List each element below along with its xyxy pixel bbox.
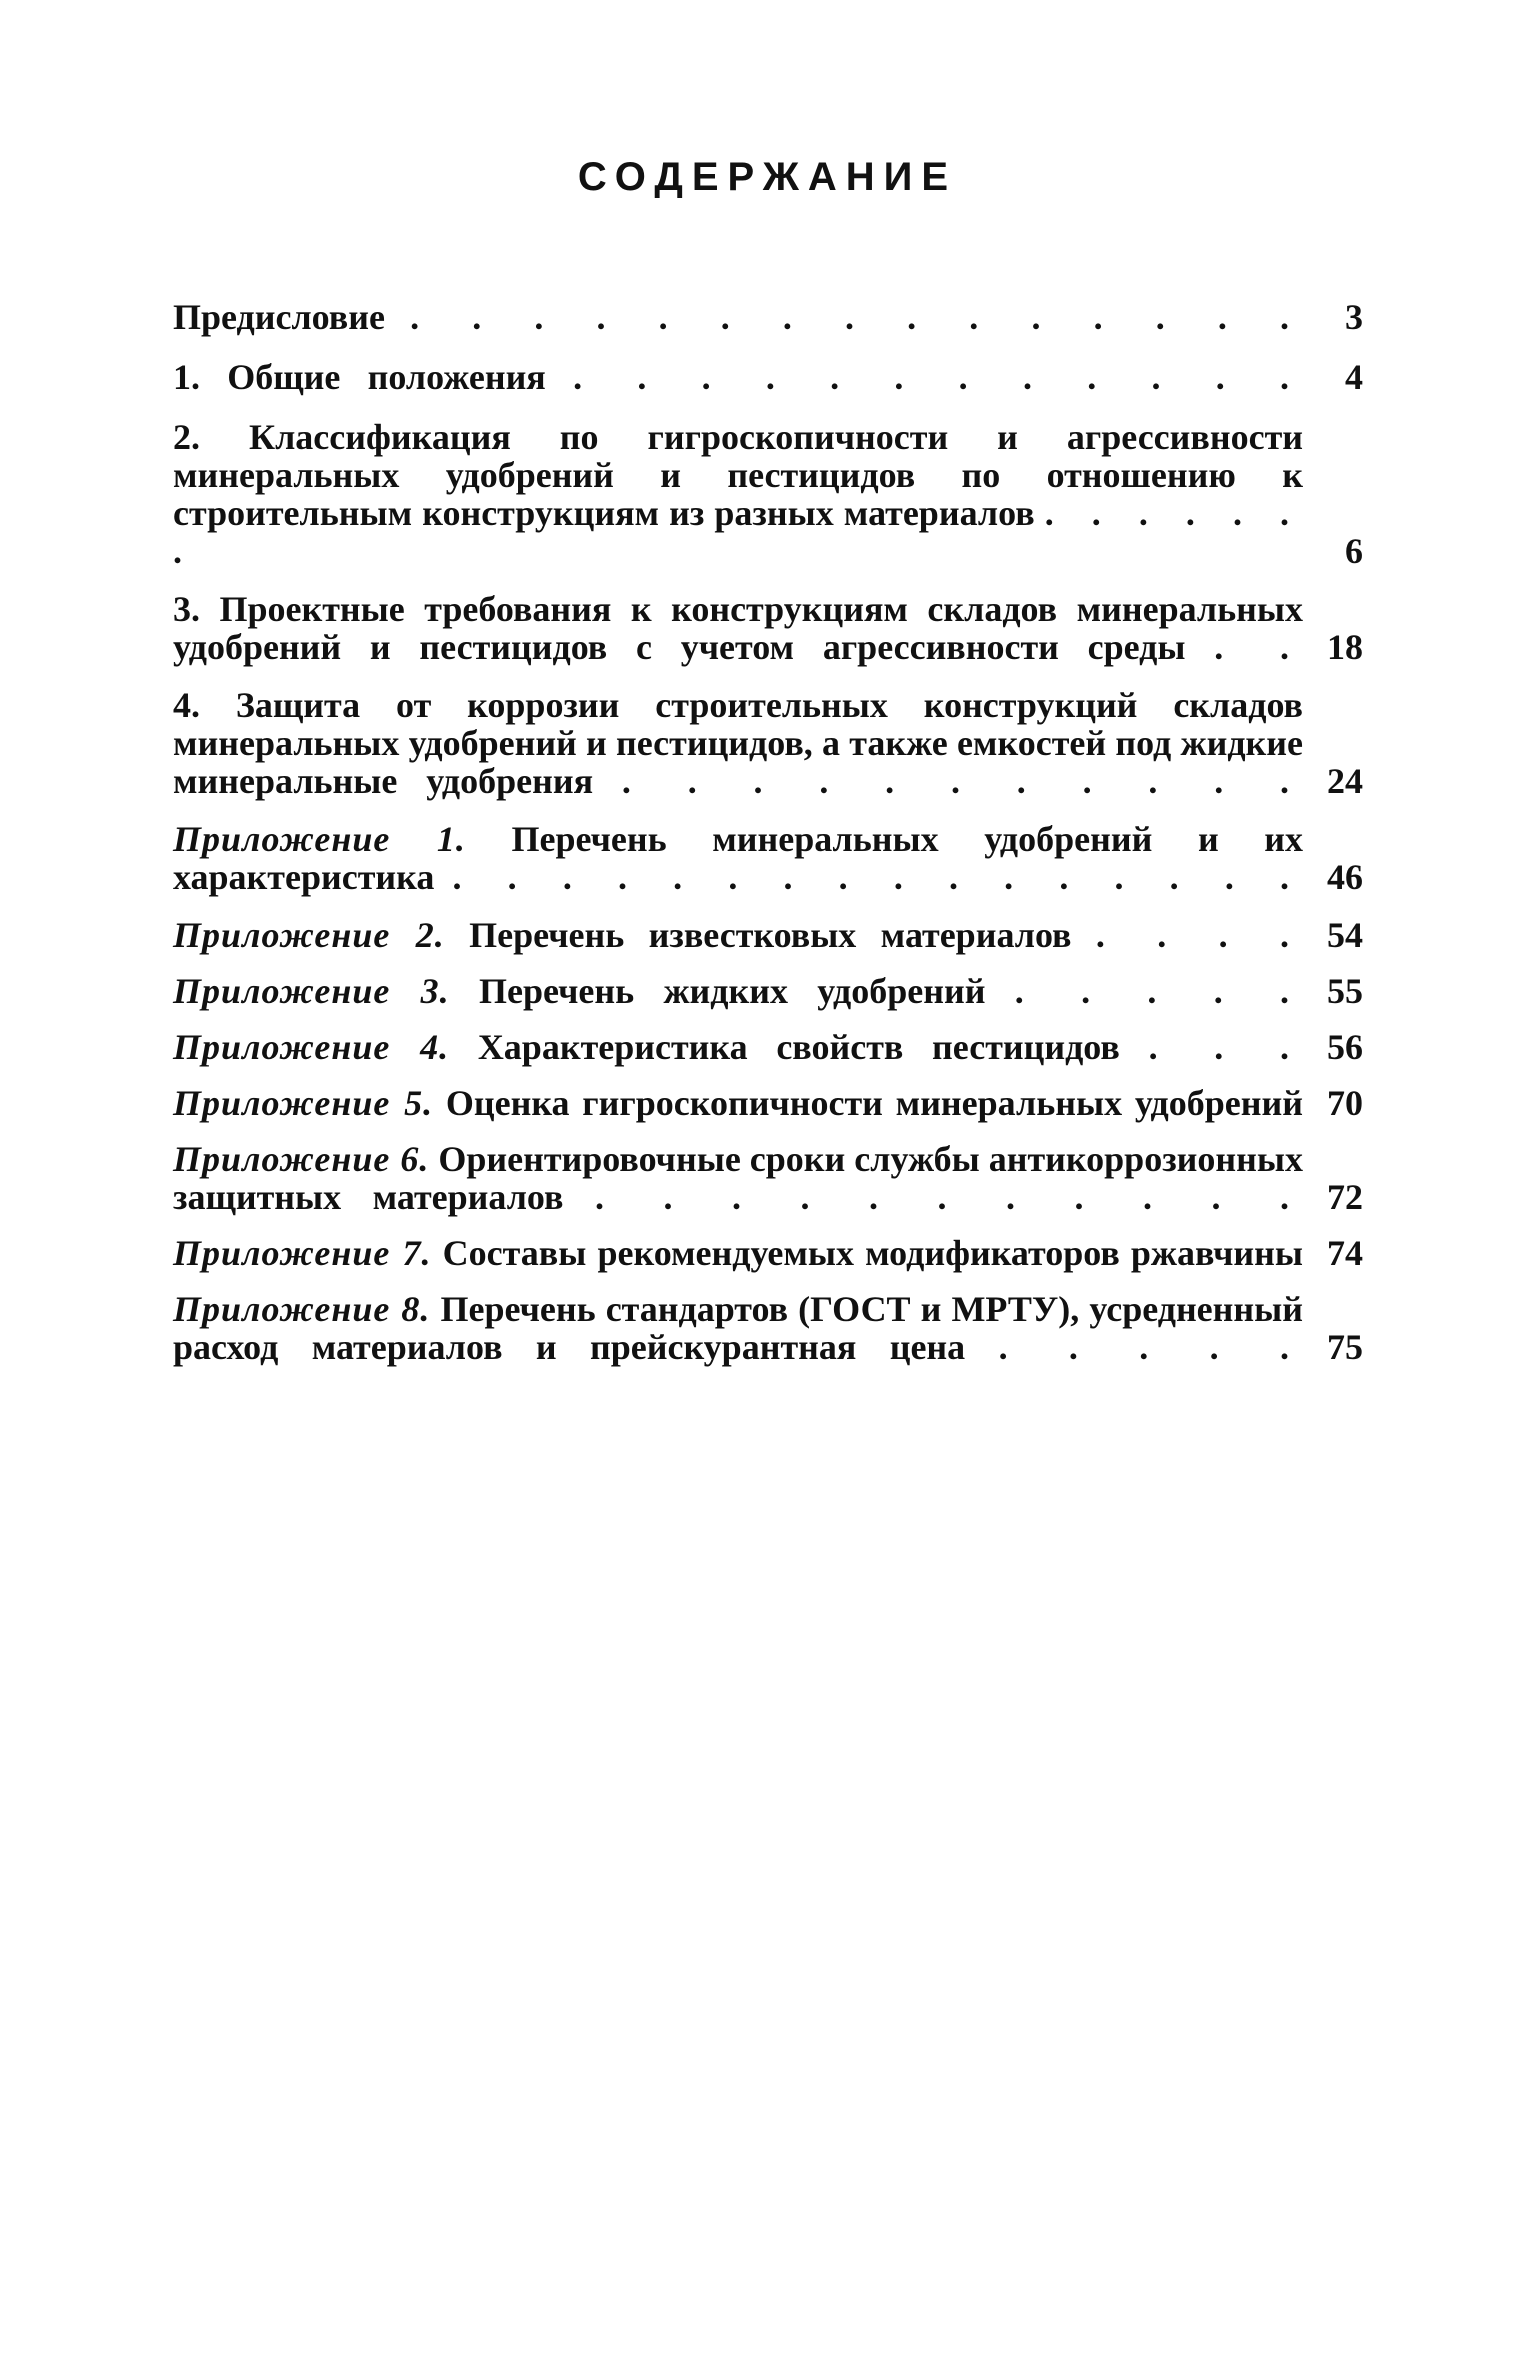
toc-page-number: 6 [1345,531,1363,571]
toc-page-number: 4 [1345,357,1363,397]
toc-entry[interactable] [173,358,1363,396]
toc-entry[interactable] [173,972,1363,1010]
toc-page-number: 3 [1345,297,1363,337]
toc-entry-title: 4. Защита от коррозии строительных конструкций складов минеральных удобрений и пестицидов, а также емкостей под жидкие минеральные удобрения [173,685,1303,801]
toc-entry-text [173,418,1303,570]
toc-leader-dots: . . [1214,627,1304,667]
toc-entry-text [173,298,1303,336]
toc-appendix-label: Приложение 6. [173,1139,430,1179]
toc-entry-text [173,686,1303,800]
toc-entry-title: 2. Классификация по гигроскопичности и агрессивности минеральных удобрений и пестицидов по отношению к строительным конструкциям из разных материалов [173,417,1303,533]
toc-entry-title: Перечень жидких удобрений [479,971,986,1011]
toc-entry[interactable] [173,1290,1363,1366]
toc-leader-dots: . . . . . [998,1327,1304,1367]
toc-entry[interactable] [173,686,1363,800]
toc-entry-title: Составы рекомендуемых модификаторов ржавчины [442,1233,1303,1273]
toc-leader-dots: . . . . . . . . . . . [621,761,1304,801]
toc-entry[interactable] [173,1234,1363,1272]
toc-page-number: 55 [1327,971,1363,1011]
toc-leader-dots: . . . [1148,1027,1304,1067]
toc-entry-title: 1. Общие положения [173,357,546,397]
toc-appendix-label: Приложение 5. [173,1083,434,1123]
toc-page-number: 54 [1327,915,1363,955]
toc-entry-text [173,1140,1303,1216]
toc-page-number: 46 [1327,857,1363,897]
toc-page-number: 72 [1327,1177,1363,1217]
toc-entry[interactable] [173,820,1363,896]
toc-entry[interactable] [173,916,1363,954]
toc-entry[interactable] [173,298,1363,336]
page-title: СОДЕРЖАНИЕ [577,155,958,199]
toc-entry-text [173,1028,1303,1066]
toc-leader-dots: . . . . [1095,915,1303,955]
toc-entry-text [173,820,1303,896]
toc-entry-text [173,358,1303,396]
toc-appendix-label: Приложение 2. [173,915,445,955]
toc-leader-dots: . . . . . . . . . . . . [573,357,1304,397]
toc-entry-title: Перечень стандартов (ГОСТ и МРТУ), усредненный расход материалов и прейскурантная цена [173,1289,1303,1367]
toc-leader-dots: . . . . . . . . . . . . . . . [410,297,1304,337]
toc-page-number: 70 [1327,1083,1363,1123]
toc-entry-text [173,1290,1303,1366]
toc-entry-title: Предисловие [173,297,385,337]
table-of-contents [173,298,1363,1366]
toc-appendix-label: Приложение 1. [173,819,466,859]
toc-entry-text [173,916,1303,954]
toc-entry[interactable] [173,418,1363,570]
toc-page-number: 24 [1327,761,1363,801]
toc-appendix-label: Приложение 8. [173,1289,431,1329]
toc-entry-title: Характеристика свойств пестицидов [477,1027,1120,1067]
toc-appendix-label: Приложение 4. [173,1027,450,1067]
toc-appendix-label: Приложение 3. [173,971,450,1011]
toc-page-number: 56 [1327,1027,1363,1067]
toc-entry-title: Оценка гигроскопичности минеральных удобрений [445,1083,1303,1123]
toc-entry-text [173,1084,1303,1122]
toc-leader-dots: . . . . . [1014,971,1304,1011]
toc-entry-title: Перечень минеральных удобрений и их характеристика [173,819,1303,897]
toc-page-number: 74 [1327,1233,1363,1273]
toc-entry[interactable] [173,590,1363,666]
toc-entry-title: Ориентировочные сроки службы антикоррозионных защитных материалов [173,1139,1304,1217]
toc-entry[interactable] [173,1140,1363,1216]
toc-appendix-label: Приложение 7. [173,1233,432,1273]
toc-entry-title: Перечень известковых материалов [469,915,1072,955]
toc-entry-text [173,972,1303,1010]
toc-leader-dots: . . . . . . . . . . . . . . . . [452,857,1304,897]
toc-leader-dots: . . . . . . . . . . . [594,1177,1304,1217]
toc-entry-text [173,1234,1303,1272]
toc-entry[interactable] [173,1028,1363,1066]
toc-leader-dots: . . . . . . . [173,493,1304,571]
toc-page-number: 18 [1327,627,1363,667]
toc-entry-text [173,590,1303,666]
toc-entry[interactable] [173,1084,1363,1122]
toc-entry-title: 3. Проектные требования к конструкциям складов минеральных удобрений и пестицидов с учетом агрессивности среды [173,589,1303,667]
toc-page-number: 75 [1327,1327,1363,1367]
